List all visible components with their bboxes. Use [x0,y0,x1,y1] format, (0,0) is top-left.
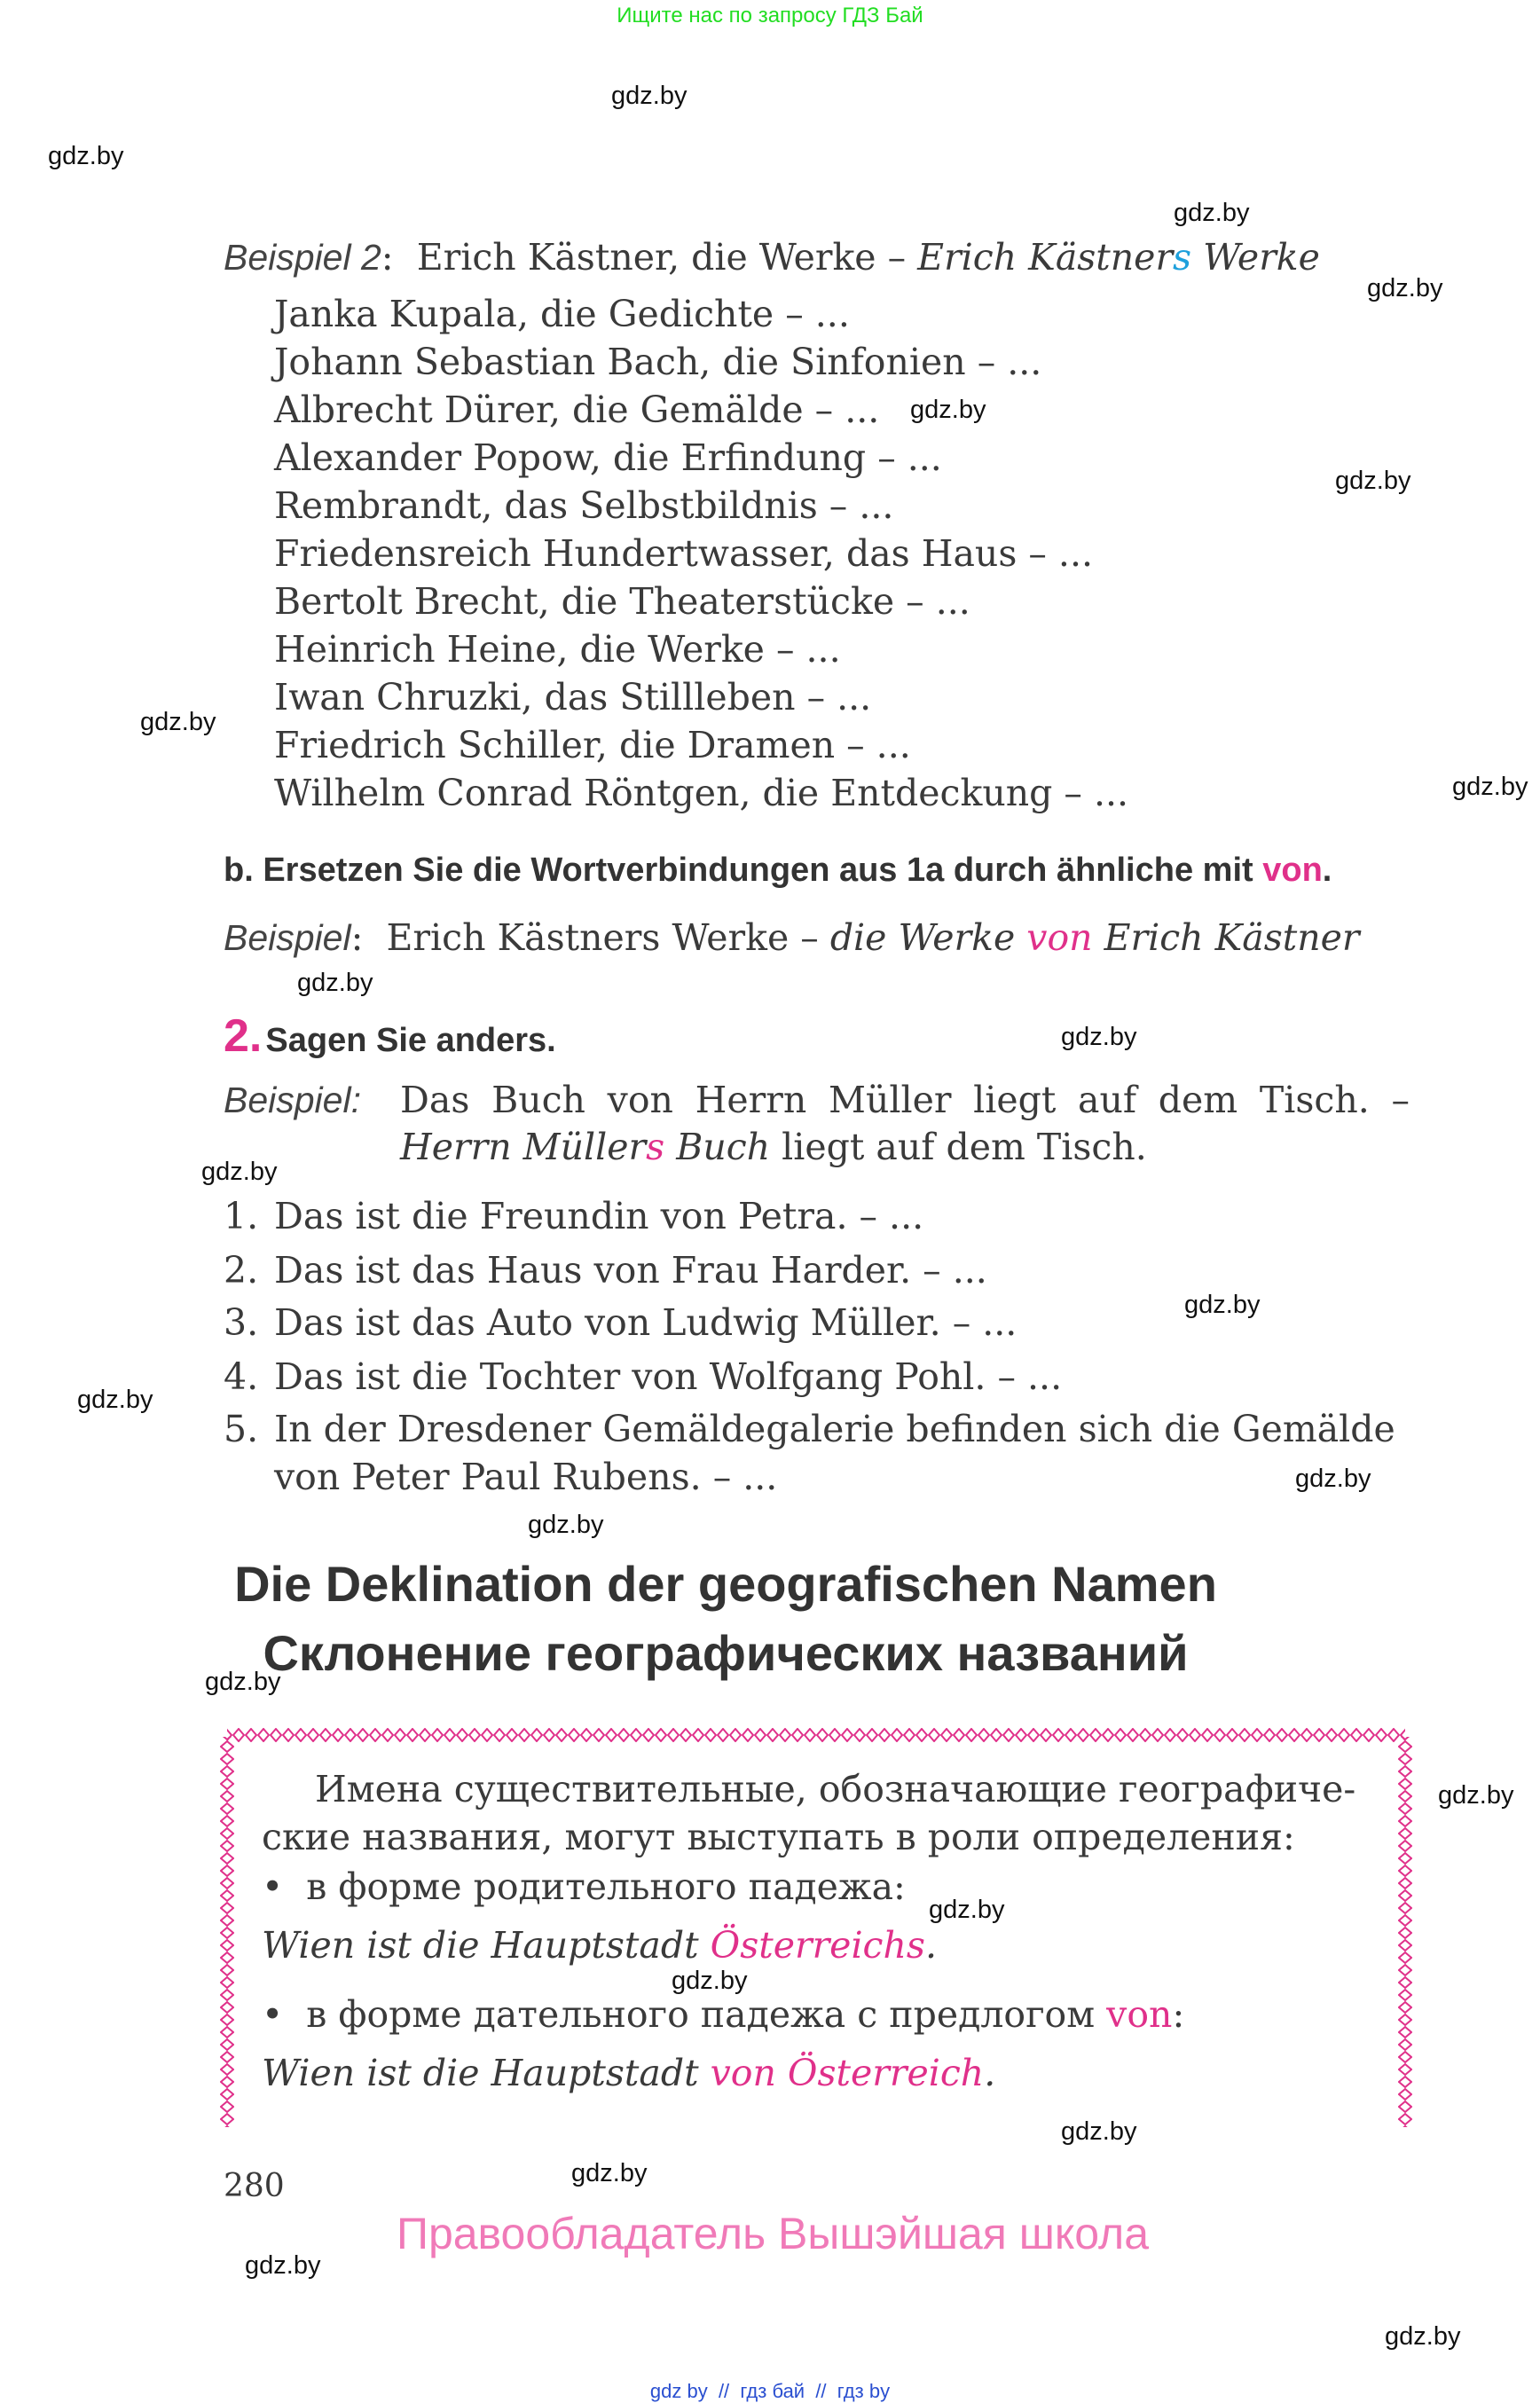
list-item-5-continued: von Peter Paul Rubens. – ... [274,1456,778,1498]
instruction-end: . [1322,852,1332,889]
instruction-text: b. Ersetzen Sie die Wortverbindungen aus 1a durch ähnliche mit [224,852,1263,889]
watermark-text: gdz.by [528,1511,604,1539]
example-1a [224,233,1320,281]
top-banner[interactable]: Ищите нас по запросу ГДЗ Бай [617,4,923,27]
example-italic-2: Erich Kästner [1092,916,1360,959]
watermark-text: gdz.by [1335,467,1411,495]
list-item: Janka Kupala, die Gedichte – ... [274,293,850,335]
example-von: von [1026,916,1093,959]
example-dative: von Österreich [710,2052,985,2094]
list-item: Das ist die Freundin von Petra. – ... [274,1195,924,1237]
bullet-text: в форме дательного падежа с предлогом [306,1993,1107,2036]
example-genitive-s: s [646,1126,665,1168]
exercise-1b-instruction [224,850,1332,891]
list-item: Das ist das Haus von Frau Harder. – ... [274,1249,987,1292]
page-number: 280 [224,2168,285,2204]
watermark-text: gdz.by [205,1668,281,1696]
list-item: Johann Sebastian Bach, die Sinfonien – ... [274,341,1042,383]
rule-line-2: ские названия, могут выступать в роли определения: [262,1816,1295,1858]
bullet-end: : [1172,1993,1185,2036]
list-item: Albrecht Dürer, die Gemälde – ... [274,389,880,431]
list-item: Iwan Chruzki, das Stillleben – ... [274,676,872,719]
footer-links[interactable]: gdz by // гдз бай // гдз by [649,2380,891,2402]
example-genitive-s: s [1173,236,1192,279]
list-item: Das ist die Tochter von Wolfgang Pohl. – ... [274,1355,1063,1398]
example-plain: Erich Kästner, die Werke – [416,236,918,279]
watermark-text: gdz.by [611,82,688,110]
watermark-text: gdz.by [201,1158,278,1186]
watermark-text: gdz.by [1184,1291,1261,1319]
example-plain: Erich Kästners Werke – [386,916,830,959]
example-italic: Herrn Müller [400,1126,647,1168]
list-item: Wilhelm Conrad Röntgen, die Entdeckung – ... [274,772,1129,814]
list-item: Friedrich Schiller, die Dramen – ... [274,724,911,766]
example-2-label [224,1076,361,1124]
example-2-line1: Das Buch von Herrn Müller liegt auf dem Tisch. – [400,1079,1410,1121]
watermark-text: gdz.by [1061,2117,1137,2146]
watermark-text: gdz.by [297,969,373,997]
watermark-text: gdz.by [1367,274,1443,302]
list-item-number: 2. [224,1249,259,1292]
watermark-text: gdz.by [1061,1023,1137,1051]
list-item: Alexander Popow, die Erfindung – ... [274,436,942,479]
watermark-text: gdz.by [140,708,216,736]
rule-bullet-2 [262,1991,1184,2038]
rule-line-1: Имена существительные, обозначающие географиче- [315,1768,1356,1810]
example-plain: Wien ist die Hauptstadt [262,2052,711,2094]
example-italic: Erich Kästner [917,236,1174,279]
watermark-text: gdz.by [571,2159,648,2187]
example-italic-2: Buch [664,1126,771,1168]
example-2-line2 [400,1123,1147,1171]
example-genitive: Österreichs [710,1924,925,1967]
example-label: Beispiel [224,917,351,958]
watermark-text: gdz.by [1438,1781,1514,1810]
watermark-text: gdz.by [672,1967,748,1995]
watermark-text: gdz.by [1295,1465,1371,1493]
watermark-text: gdz.by [48,142,124,170]
bullet-text: в форме родительного падежа: [306,1865,906,1908]
list-item: Friedensreich Hundertwasser, das Haus – ... [274,532,1094,575]
section-title-de: Die Deklination der geografischen Namen [234,1556,1217,1612]
rule-example-1 [262,1921,937,1969]
list-item-number: 4. [224,1355,259,1398]
list-item: Bertolt Brecht, die Theaterstücke – ... [274,580,970,623]
bullet-von: von [1106,1993,1173,2036]
example-italic-2: Werke [1191,236,1320,279]
example-label: Beispiel: [224,1080,361,1120]
watermark-text: gdz.by [77,1386,153,1414]
exercise-number: 2. [224,1010,263,1062]
list-item: Das ist das Auto von Ludwig Müller. – ... [274,1301,1018,1344]
watermark-text: gdz.by [1385,2322,1461,2351]
copyright-notice: Правообладатель Вышэйшая школа [397,2209,1149,2258]
instruction-von: von [1262,852,1323,889]
rule-example-2 [262,2049,995,2097]
exercise-title: Sagen Sie anders. [265,1022,556,1059]
example-italic: die Werke [829,916,1027,959]
example-plain: Wien ist die Hauptstadt [262,1924,711,1967]
example-colon: : [350,916,364,959]
example-label: Beispiel 2 [224,237,381,278]
watermark-text: gdz.by [929,1896,1005,1924]
list-item: Heinrich Heine, die Werke – ... [274,628,841,671]
list-item-number: 3. [224,1301,259,1344]
bullet-icon: • [262,1865,284,1908]
list-item: In der Dresdener Gemäldegalerie befinden sich die Gemälde [274,1408,1395,1450]
rule-bullet-1 [262,1863,906,1911]
list-item-number: 1. [224,1195,259,1237]
section-title-ru: Склонение географических названий [263,1625,1189,1681]
watermark-text: gdz.by [910,396,986,424]
bullet-icon: • [262,1993,284,2036]
exercise-2-heading [224,1009,556,1063]
example-1b [224,914,1359,962]
example-rest: liegt auf dem Tisch. [770,1126,1147,1168]
list-item: Rembrandt, das Selbstbildnis – ... [274,484,894,527]
example-end: . [924,1924,938,1967]
watermark-text: gdz.by [245,2251,321,2280]
example-end: . [984,2052,996,2094]
watermark-text: gdz.by [1174,199,1250,227]
watermark-text: gdz.by [1452,773,1528,801]
example-colon: : [381,236,394,279]
list-item-number: 5. [224,1408,259,1450]
